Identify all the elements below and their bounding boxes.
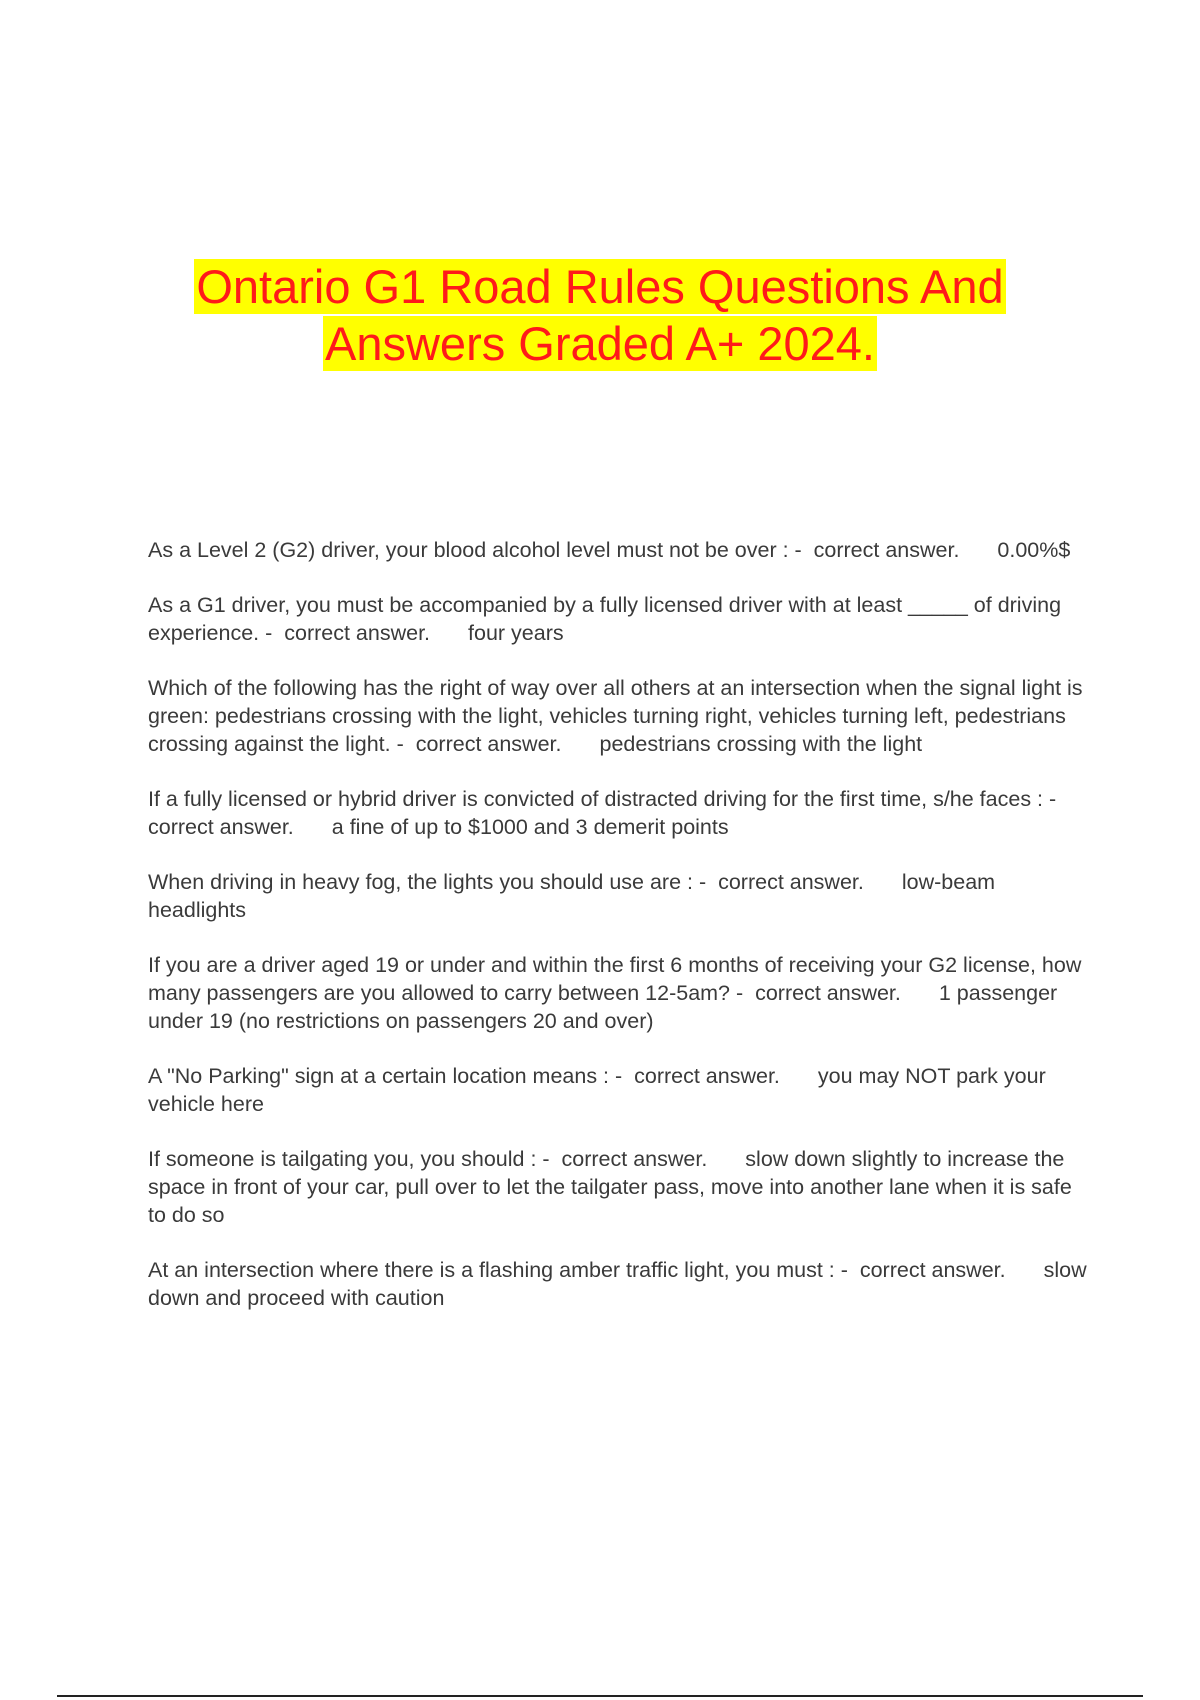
answer-text: pedestrians crossing with the light	[599, 732, 923, 756]
qa-list	[148, 536, 1093, 1339]
qa-item	[148, 868, 1088, 924]
answer-text: slow down and proceed with caution	[148, 1258, 1093, 1310]
qa-item	[148, 536, 1088, 564]
question-text: As a G1 driver, you must be accompanied by a fully licensed driver with at least _____ of driving experience.	[148, 593, 1068, 645]
answer-text: a fine of up to $1000 and 3 demerit points	[331, 815, 729, 839]
answer-separator: - correct answer.	[609, 1064, 780, 1088]
title-line-2: Answers Graded A+ 2024.	[325, 317, 875, 370]
answer-separator: - correct answer.	[788, 538, 960, 562]
title-line-1: Ontario G1 Road Rules Questions And	[196, 260, 1004, 313]
answer-separator: - correct answer.	[259, 621, 431, 645]
question-text: At an intersection where there is a flashing amber traffic light, you must :	[148, 1258, 835, 1282]
question-text: Which of the following has the right of way over all others at an intersection when the signal light is green: pedestrians crossing with the light, vehicles turning right, vehicles turning left, pedestrians crossing against the light.	[148, 676, 1089, 756]
question-text: A "No Parking" sign at a certain location means :	[148, 1064, 610, 1088]
answer-separator: - correct answer.	[834, 1258, 1006, 1282]
qa-item	[148, 1062, 1088, 1118]
answer-separator: - correct answer.	[536, 1147, 708, 1171]
qa-item	[148, 785, 1088, 841]
answer-separator: - correct answer.	[390, 732, 562, 756]
qa-item	[148, 1256, 1093, 1312]
answer-text: four years	[468, 621, 564, 645]
answer-text: slow down slightly to increase the space in front of your car, pull over to let the tailgater pass, move into another lane when it is safe to do so	[148, 1147, 1078, 1227]
qa-item	[148, 951, 1088, 1035]
answer-separator: - correct answer.	[693, 870, 864, 894]
answer-text: you may NOT park your vehicle here	[148, 1064, 1052, 1116]
answer-separator: - correct answer.	[148, 787, 1069, 839]
qa-item	[148, 591, 1088, 647]
question-text: When driving in heavy fog, the lights you should use are :	[148, 870, 693, 894]
qa-item	[148, 674, 1088, 758]
qa-item	[148, 1145, 1088, 1229]
answer-text: low-beam headlights	[148, 870, 1002, 922]
footer-rule	[57, 1695, 1143, 1697]
question-text: If a fully licensed or hybrid driver is convicted of distracted driving for the first time, s/he faces :	[148, 787, 1044, 811]
answer-text: 0.00%$	[997, 538, 1071, 562]
answer-separator: - correct answer.	[730, 981, 901, 1005]
answer-text: 1 passenger under 19 (no restrictions on passengers 20 and over)	[148, 981, 1064, 1033]
document-title	[0, 259, 1200, 373]
question-text: As a Level 2 (G2) driver, your blood alcohol level must not be over :	[148, 538, 789, 562]
question-text: If you are a driver aged 19 or under and within the first 6 months of receiving your G2 license, how many passengers are you allowed to carry between 12-5am?	[148, 953, 1088, 1005]
question-text: If someone is tailgating you, you should :	[148, 1147, 537, 1171]
